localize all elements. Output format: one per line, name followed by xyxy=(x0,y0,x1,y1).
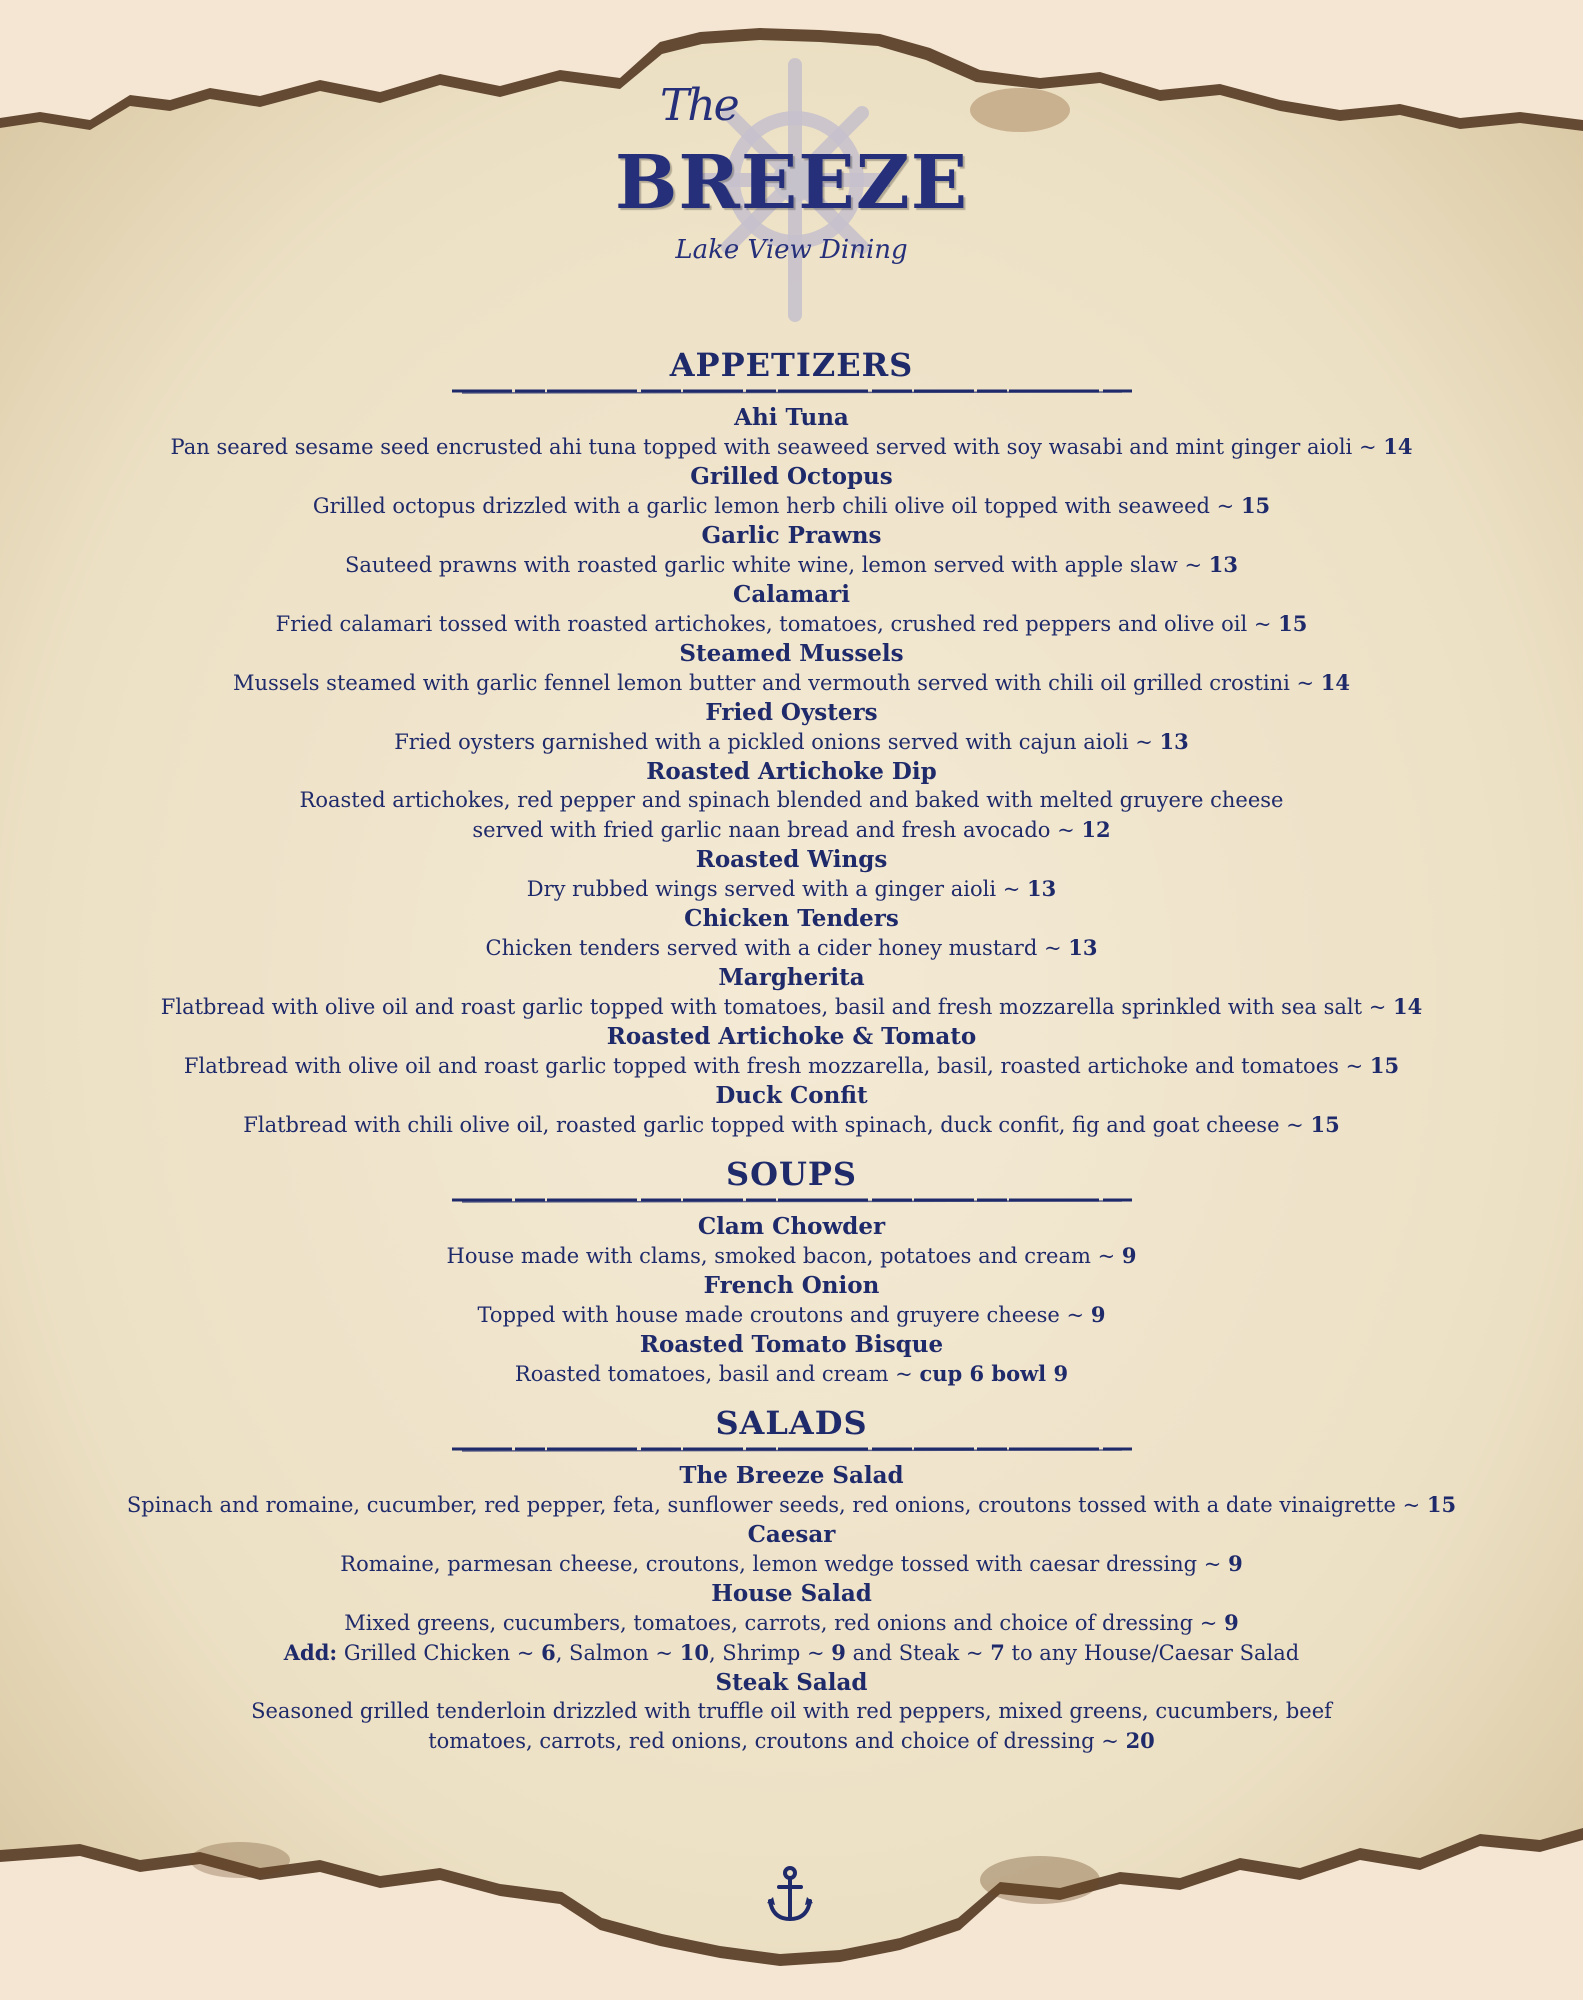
item-name: French Onion xyxy=(703,1272,880,1299)
menu-item-grilled-octopus xyxy=(100,462,1483,521)
menu-item-roasted-artichoke-tomato xyxy=(100,1022,1483,1081)
menu-item-french-onion xyxy=(100,1271,1483,1330)
item-price: 13 xyxy=(1068,935,1098,960)
anchor-icon xyxy=(765,1865,815,1925)
menu-item-calamari xyxy=(100,580,1483,639)
item-description: Flatbread with olive oil and roast garlic topped with fresh mozzarella, basil, roasted artichoke and tomatoes ~ 15 xyxy=(183,1053,1400,1078)
section-title-salads: SALADS xyxy=(715,1404,868,1442)
menu-item-roasted-artichoke-dip xyxy=(100,757,1483,845)
item-description: served with fried garlic naan bread and fresh avocado ~ 12 xyxy=(472,817,1111,842)
item-price: 14 xyxy=(1383,434,1413,459)
item-description: Flatbread with olive oil and roast garlic topped with tomatoes, basil and fresh mozzarella sprinkled with sea salt ~ 14 xyxy=(160,994,1423,1019)
section-title-soups: SOUPS xyxy=(725,1155,858,1193)
item-name: Roasted Artichoke & Tomato xyxy=(606,1023,977,1050)
restaurant-logo xyxy=(0,50,1583,320)
menu-item-margherita xyxy=(100,963,1483,1022)
item-price: 9 xyxy=(1224,1610,1239,1635)
item-price: 15 xyxy=(1426,1492,1457,1517)
item-name: Roasted Tomato Bisque xyxy=(639,1331,944,1358)
menu-item-duck-confit xyxy=(100,1081,1483,1140)
item-name: Chicken Tenders xyxy=(684,905,899,932)
menu-item-garlic-prawns xyxy=(100,521,1483,580)
item-description: Mixed greens, cucumbers, tomatoes, carrots, red onions and choice of dressing ~ 9 xyxy=(344,1610,1239,1635)
menu-item-chicken-tenders xyxy=(100,904,1483,963)
item-description: tomatoes, carrots, red onions, croutons and choice of dressing ~ 20 xyxy=(428,1728,1155,1753)
item-description: Mussels steamed with garlic fennel lemon butter and vermouth served with chili oil grilled crostini ~ 14 xyxy=(233,670,1350,695)
section-divider xyxy=(452,1445,1132,1453)
item-price: 9 xyxy=(1228,1551,1243,1576)
item-price: 9 xyxy=(1121,1243,1137,1268)
section-divider xyxy=(452,387,1132,395)
item-description-line1: Roasted artichokes, red pepper and spinach blended and baked with melted gruyere cheese xyxy=(299,788,1284,812)
logo-tagline: Lake View Dining xyxy=(675,235,908,265)
logo-name: BREEZE xyxy=(614,140,969,226)
item-price: 15 xyxy=(1310,1112,1340,1137)
item-description: Grilled octopus drizzled with a garlic lemon herb chili olive oil topped with seaweed ~ 15 xyxy=(312,493,1271,518)
menu xyxy=(100,345,1483,1756)
menu-item-fried-oysters xyxy=(100,698,1483,757)
logo-the-script: The xyxy=(660,80,738,131)
item-description: Topped with house made croutons and gruyere cheese ~ 9 xyxy=(477,1302,1106,1327)
item-name: Fried Oysters xyxy=(705,699,878,726)
menu-item-ahi-tuna xyxy=(100,403,1483,462)
section-title-appetizers: APPETIZERS xyxy=(669,346,914,384)
item-name: Roasted Artichoke Dip xyxy=(646,758,937,785)
item-description: Pan seared sesame seed encrusted ahi tuna topped with seaweed served with soy wasabi and mint ginger aioli ~ 14 xyxy=(170,434,1413,459)
item-description: Fried calamari tossed with roasted artichokes, tomatoes, crushed red peppers and olive oil ~ 15 xyxy=(275,611,1308,636)
item-price: 15 xyxy=(1278,611,1308,636)
item-description: House made with clams, smoked bacon, potatoes and cream ~ 9 xyxy=(446,1243,1137,1268)
menu-item-caesar xyxy=(100,1520,1483,1579)
item-name: Duck Confit xyxy=(715,1082,868,1109)
item-description-line1: Seasoned grilled tenderloin drizzled with truffle oil with red peppers, mixed greens, cucumbers, beef xyxy=(251,1699,1332,1723)
item-name: Steamed Mussels xyxy=(679,640,904,667)
item-price: 15 xyxy=(1240,493,1271,518)
item-name: Caesar xyxy=(747,1521,836,1548)
item-name: The Breeze Salad xyxy=(679,1462,904,1489)
item-description: Romaine, parmesan cheese, croutons, lemon wedge tossed with caesar dressing ~ 9 xyxy=(340,1551,1243,1576)
item-name: House Salad xyxy=(711,1580,872,1607)
item-price: 13 xyxy=(1027,876,1057,901)
soups-section xyxy=(100,1154,1483,1389)
menu-item-breeze-salad xyxy=(100,1461,1483,1520)
item-price: 14 xyxy=(1320,670,1350,695)
item-price: cup 6 bowl 9 xyxy=(919,1361,1069,1386)
item-price: 9 xyxy=(1090,1302,1106,1327)
menu-item-roasted-tomato-bisque xyxy=(100,1330,1483,1389)
item-description: Dry rubbed wings served with a ginger aioli ~ 13 xyxy=(526,876,1057,901)
item-description: Chicken tenders served with a cider honey mustard ~ 13 xyxy=(485,935,1098,960)
menu-item-clam-chowder xyxy=(100,1212,1483,1271)
item-price: 14 xyxy=(1392,994,1423,1019)
item-description: Sauteed prawns with roasted garlic white wine, lemon served with apple slaw ~ 13 xyxy=(345,552,1238,577)
item-description: Flatbread with chili olive oil, roasted garlic topped with spinach, duck confit, fig and goat cheese ~ 15 xyxy=(243,1112,1340,1137)
appetizers-section xyxy=(100,345,1483,1140)
menu-item-steamed-mussels xyxy=(100,639,1483,698)
salad-addons: Add: Grilled Chicken ~ 6, Salmon ~ 10, Shrimp ~ 9 and Steak ~ 7 to any House/Caesar Salad xyxy=(283,1640,1300,1665)
menu-item-house-salad xyxy=(100,1579,1483,1638)
item-name: Grilled Octopus xyxy=(690,463,893,490)
item-description: Fried oysters garnished with a pickled onions served with cajun aioli ~ 13 xyxy=(394,729,1189,754)
menu-item-roasted-wings xyxy=(100,845,1483,904)
item-name: Margherita xyxy=(718,964,865,991)
item-description: Roasted tomatoes, basil and cream ~ cup 6 bowl 9 xyxy=(514,1361,1069,1386)
item-price: 13 xyxy=(1159,729,1189,754)
salads-section xyxy=(100,1403,1483,1756)
item-price: 20 xyxy=(1125,1728,1155,1753)
section-divider xyxy=(452,1196,1132,1204)
item-price: 12 xyxy=(1081,817,1111,842)
item-name: Roasted Wings xyxy=(695,846,888,873)
item-price: 13 xyxy=(1208,552,1238,577)
item-name: Steak Salad xyxy=(715,1669,868,1696)
item-description: Spinach and romaine, cucumber, red pepper, feta, sunflower seeds, red onions, croutons tossed with a date vinaigrette ~ 15 xyxy=(126,1492,1457,1517)
item-name: Clam Chowder xyxy=(697,1213,886,1240)
menu-item-steak-salad xyxy=(100,1668,1483,1756)
item-name: Calamari xyxy=(733,581,850,608)
item-name: Garlic Prawns xyxy=(701,522,882,549)
item-name: Ahi Tuna xyxy=(734,404,849,431)
item-price: 15 xyxy=(1369,1053,1400,1078)
